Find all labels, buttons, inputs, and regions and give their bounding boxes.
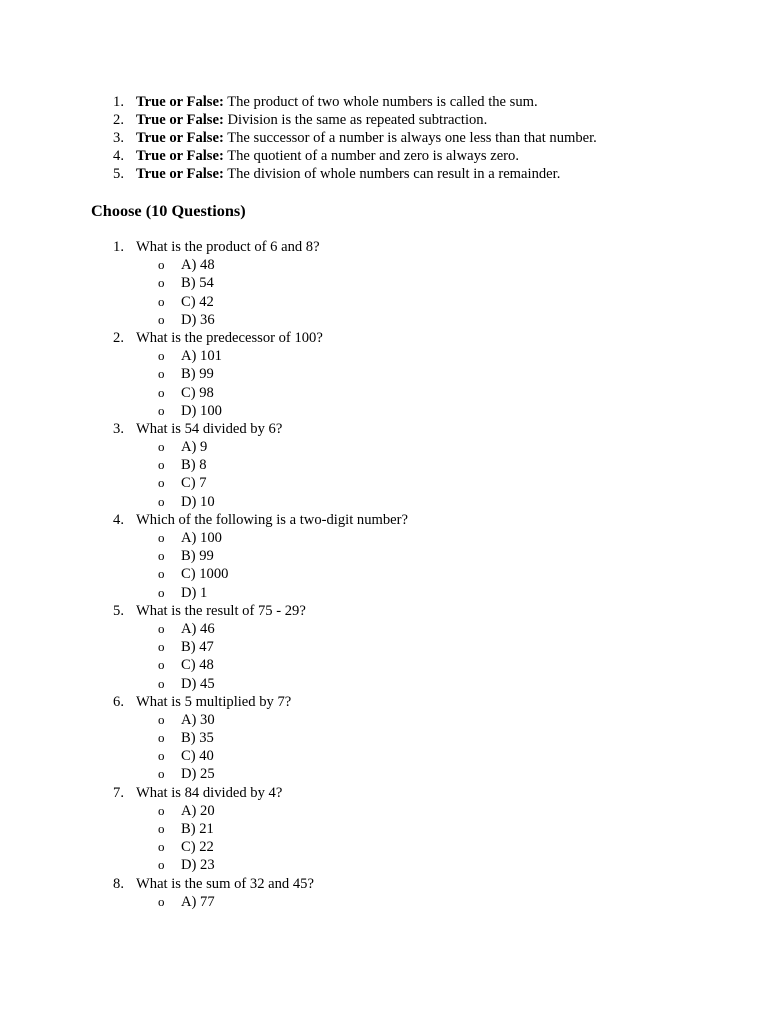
question-number: 5.: [113, 602, 124, 619]
option-bullet: o: [158, 402, 165, 418]
question-item: [0, 875, 408, 911]
option-bullet: o: [158, 657, 165, 673]
option-bullet: o: [158, 348, 165, 364]
item-number: 5.: [113, 166, 124, 183]
option: [0, 402, 408, 420]
option-bullet: o: [158, 748, 165, 764]
question-text: What is 5 multiplied by 7?: [136, 693, 292, 710]
option: [0, 838, 408, 856]
option: [0, 675, 408, 693]
option: [0, 493, 408, 511]
question-text: Which of the following is a two-digit number?: [136, 511, 408, 528]
option: [0, 565, 408, 583]
option-text: A) 30: [181, 711, 215, 728]
option-bullet: o: [158, 257, 165, 273]
option-text: C) 98: [181, 384, 214, 401]
true-false-item: [0, 93, 597, 111]
option-bullet: o: [158, 366, 165, 382]
option-text: B) 54: [181, 275, 214, 292]
question: [0, 693, 408, 711]
question-number: 4.: [113, 511, 124, 528]
statement-text: The successor of a number is always one less than that number.: [227, 130, 597, 147]
option-text: D) 25: [181, 766, 215, 783]
option-bullet: o: [158, 821, 165, 836]
question: [0, 329, 408, 347]
true-false-label: True or False:: [136, 130, 224, 147]
option-bullet: o: [158, 766, 165, 782]
option-bullet: o: [158, 730, 165, 746]
option-text: A) 9: [181, 439, 208, 456]
option-bullet: o: [158, 566, 165, 582]
true-false-label: True or False:: [136, 148, 224, 165]
option: [0, 747, 408, 765]
option-text: A) 100: [181, 530, 222, 546]
option-bullet: o: [158, 802, 165, 818]
question-item: [0, 329, 408, 420]
option: [0, 293, 408, 311]
option-bullet: o: [158, 711, 165, 727]
option-text: B) 35: [181, 730, 214, 747]
option: [0, 802, 408, 820]
question: [0, 784, 408, 802]
question-number: 8.: [113, 875, 124, 892]
option: [0, 256, 408, 274]
question-number: 7.: [113, 784, 124, 801]
option-text: D) 100: [181, 402, 222, 419]
option: [0, 856, 408, 874]
option-list: [0, 802, 408, 875]
option: [0, 384, 408, 402]
option-text: D) 23: [181, 857, 215, 874]
option-list: [0, 620, 408, 693]
option-bullet: o: [158, 439, 165, 455]
question-text: What is the product of 6 and 8?: [136, 239, 320, 255]
option-list: [0, 256, 408, 329]
question-item: [0, 511, 408, 602]
option-bullet: o: [158, 548, 165, 564]
option-bullet: o: [158, 475, 165, 491]
option: [0, 765, 408, 783]
true-false-item: [0, 147, 597, 165]
option: [0, 347, 408, 365]
option-list: [0, 438, 408, 511]
option-list: [0, 529, 408, 602]
statement-text: The product of two whole numbers is called the sum.: [227, 94, 538, 110]
option: [0, 365, 408, 383]
option-text: C) 48: [181, 657, 214, 674]
option: [0, 311, 408, 329]
option-text: D) 10: [181, 493, 215, 510]
question-text: What is the predecessor of 100?: [136, 329, 323, 346]
question-text: What is the result of 75 - 29?: [136, 602, 306, 619]
question: [0, 875, 408, 893]
question-number: 2.: [113, 329, 124, 346]
option: [0, 620, 408, 638]
question: [0, 602, 408, 620]
option-text: A) 46: [181, 620, 215, 637]
option-text: D) 36: [181, 311, 215, 328]
option-text: B) 47: [181, 639, 214, 656]
true-false-label: True or False:: [136, 94, 224, 110]
option-bullet: o: [158, 839, 165, 855]
option-text: C) 40: [181, 748, 214, 765]
option-text: B) 21: [181, 821, 214, 837]
true-false-item: [0, 129, 597, 147]
option-bullet: o: [158, 639, 165, 655]
question-item: [0, 693, 408, 784]
question-text: What is the sum of 32 and 45?: [136, 875, 314, 892]
option-text: D) 1: [181, 584, 208, 601]
question-item: [0, 238, 408, 329]
option-text: A) 48: [181, 257, 215, 274]
option: [0, 820, 408, 838]
item-number: 4.: [113, 148, 124, 165]
option-bullet: o: [158, 275, 165, 291]
question-number: 6.: [113, 693, 124, 710]
option-bullet: o: [158, 620, 165, 636]
question-item: [0, 420, 408, 511]
option-bullet: o: [158, 311, 165, 327]
question-item: [0, 602, 408, 693]
option-list: [0, 711, 408, 784]
true-false-list: [0, 93, 597, 183]
option-list: [0, 347, 408, 420]
option-bullet: o: [158, 893, 165, 909]
question-text: What is 54 divided by 6?: [136, 420, 283, 437]
statement-text: The quotient of a number and zero is always zero.: [227, 148, 519, 165]
option: [0, 584, 408, 602]
option-bullet: o: [158, 530, 165, 545]
option-text: C) 22: [181, 839, 214, 856]
option-text: B) 99: [181, 366, 214, 383]
question-item: [0, 784, 408, 875]
item-number: 2.: [113, 112, 124, 129]
option-bullet: o: [158, 675, 165, 691]
option-text: A) 101: [181, 348, 222, 365]
option-text: C) 7: [181, 475, 207, 492]
option: [0, 474, 408, 492]
multiple-choice-list: [0, 238, 408, 911]
option-text: A) 77: [181, 893, 215, 910]
option-text: D) 45: [181, 675, 215, 692]
option: [0, 438, 408, 456]
statement-text: The division of whole numbers can result in a remainder.: [227, 166, 561, 183]
option-bullet: o: [158, 457, 165, 473]
section-heading: Choose (10 Questions): [91, 201, 246, 220]
option: [0, 638, 408, 656]
option-text: C) 42: [181, 293, 214, 310]
question: [0, 511, 408, 529]
true-false-item: [0, 165, 597, 183]
option-list: [0, 893, 408, 911]
option-bullet: o: [158, 384, 165, 400]
option-bullet: o: [158, 857, 165, 873]
option-text: C) 1000: [181, 566, 229, 583]
question: [0, 420, 408, 438]
option: [0, 456, 408, 474]
option: [0, 656, 408, 674]
option-bullet: o: [158, 493, 165, 509]
statement-text: Division is the same as repeated subtraction.: [227, 112, 488, 129]
option: [0, 274, 408, 292]
true-false-label: True or False:: [136, 112, 224, 129]
option: [0, 529, 408, 547]
option: [0, 711, 408, 729]
option-text: B) 99: [181, 548, 214, 565]
true-false-item: [0, 111, 597, 129]
option-bullet: o: [158, 584, 165, 600]
question-number: 1.: [113, 239, 124, 255]
question-text: What is 84 divided by 4?: [136, 784, 283, 801]
question: [0, 238, 408, 256]
option-bullet: o: [158, 293, 165, 309]
option-text: A) 20: [181, 802, 215, 819]
true-false-label: True or False:: [136, 166, 224, 183]
question-number: 3.: [113, 420, 124, 437]
option: [0, 547, 408, 565]
option: [0, 893, 408, 911]
option-text: B) 8: [181, 457, 207, 474]
item-number: 3.: [113, 130, 124, 147]
option: [0, 729, 408, 747]
item-number: 1.: [113, 94, 124, 110]
